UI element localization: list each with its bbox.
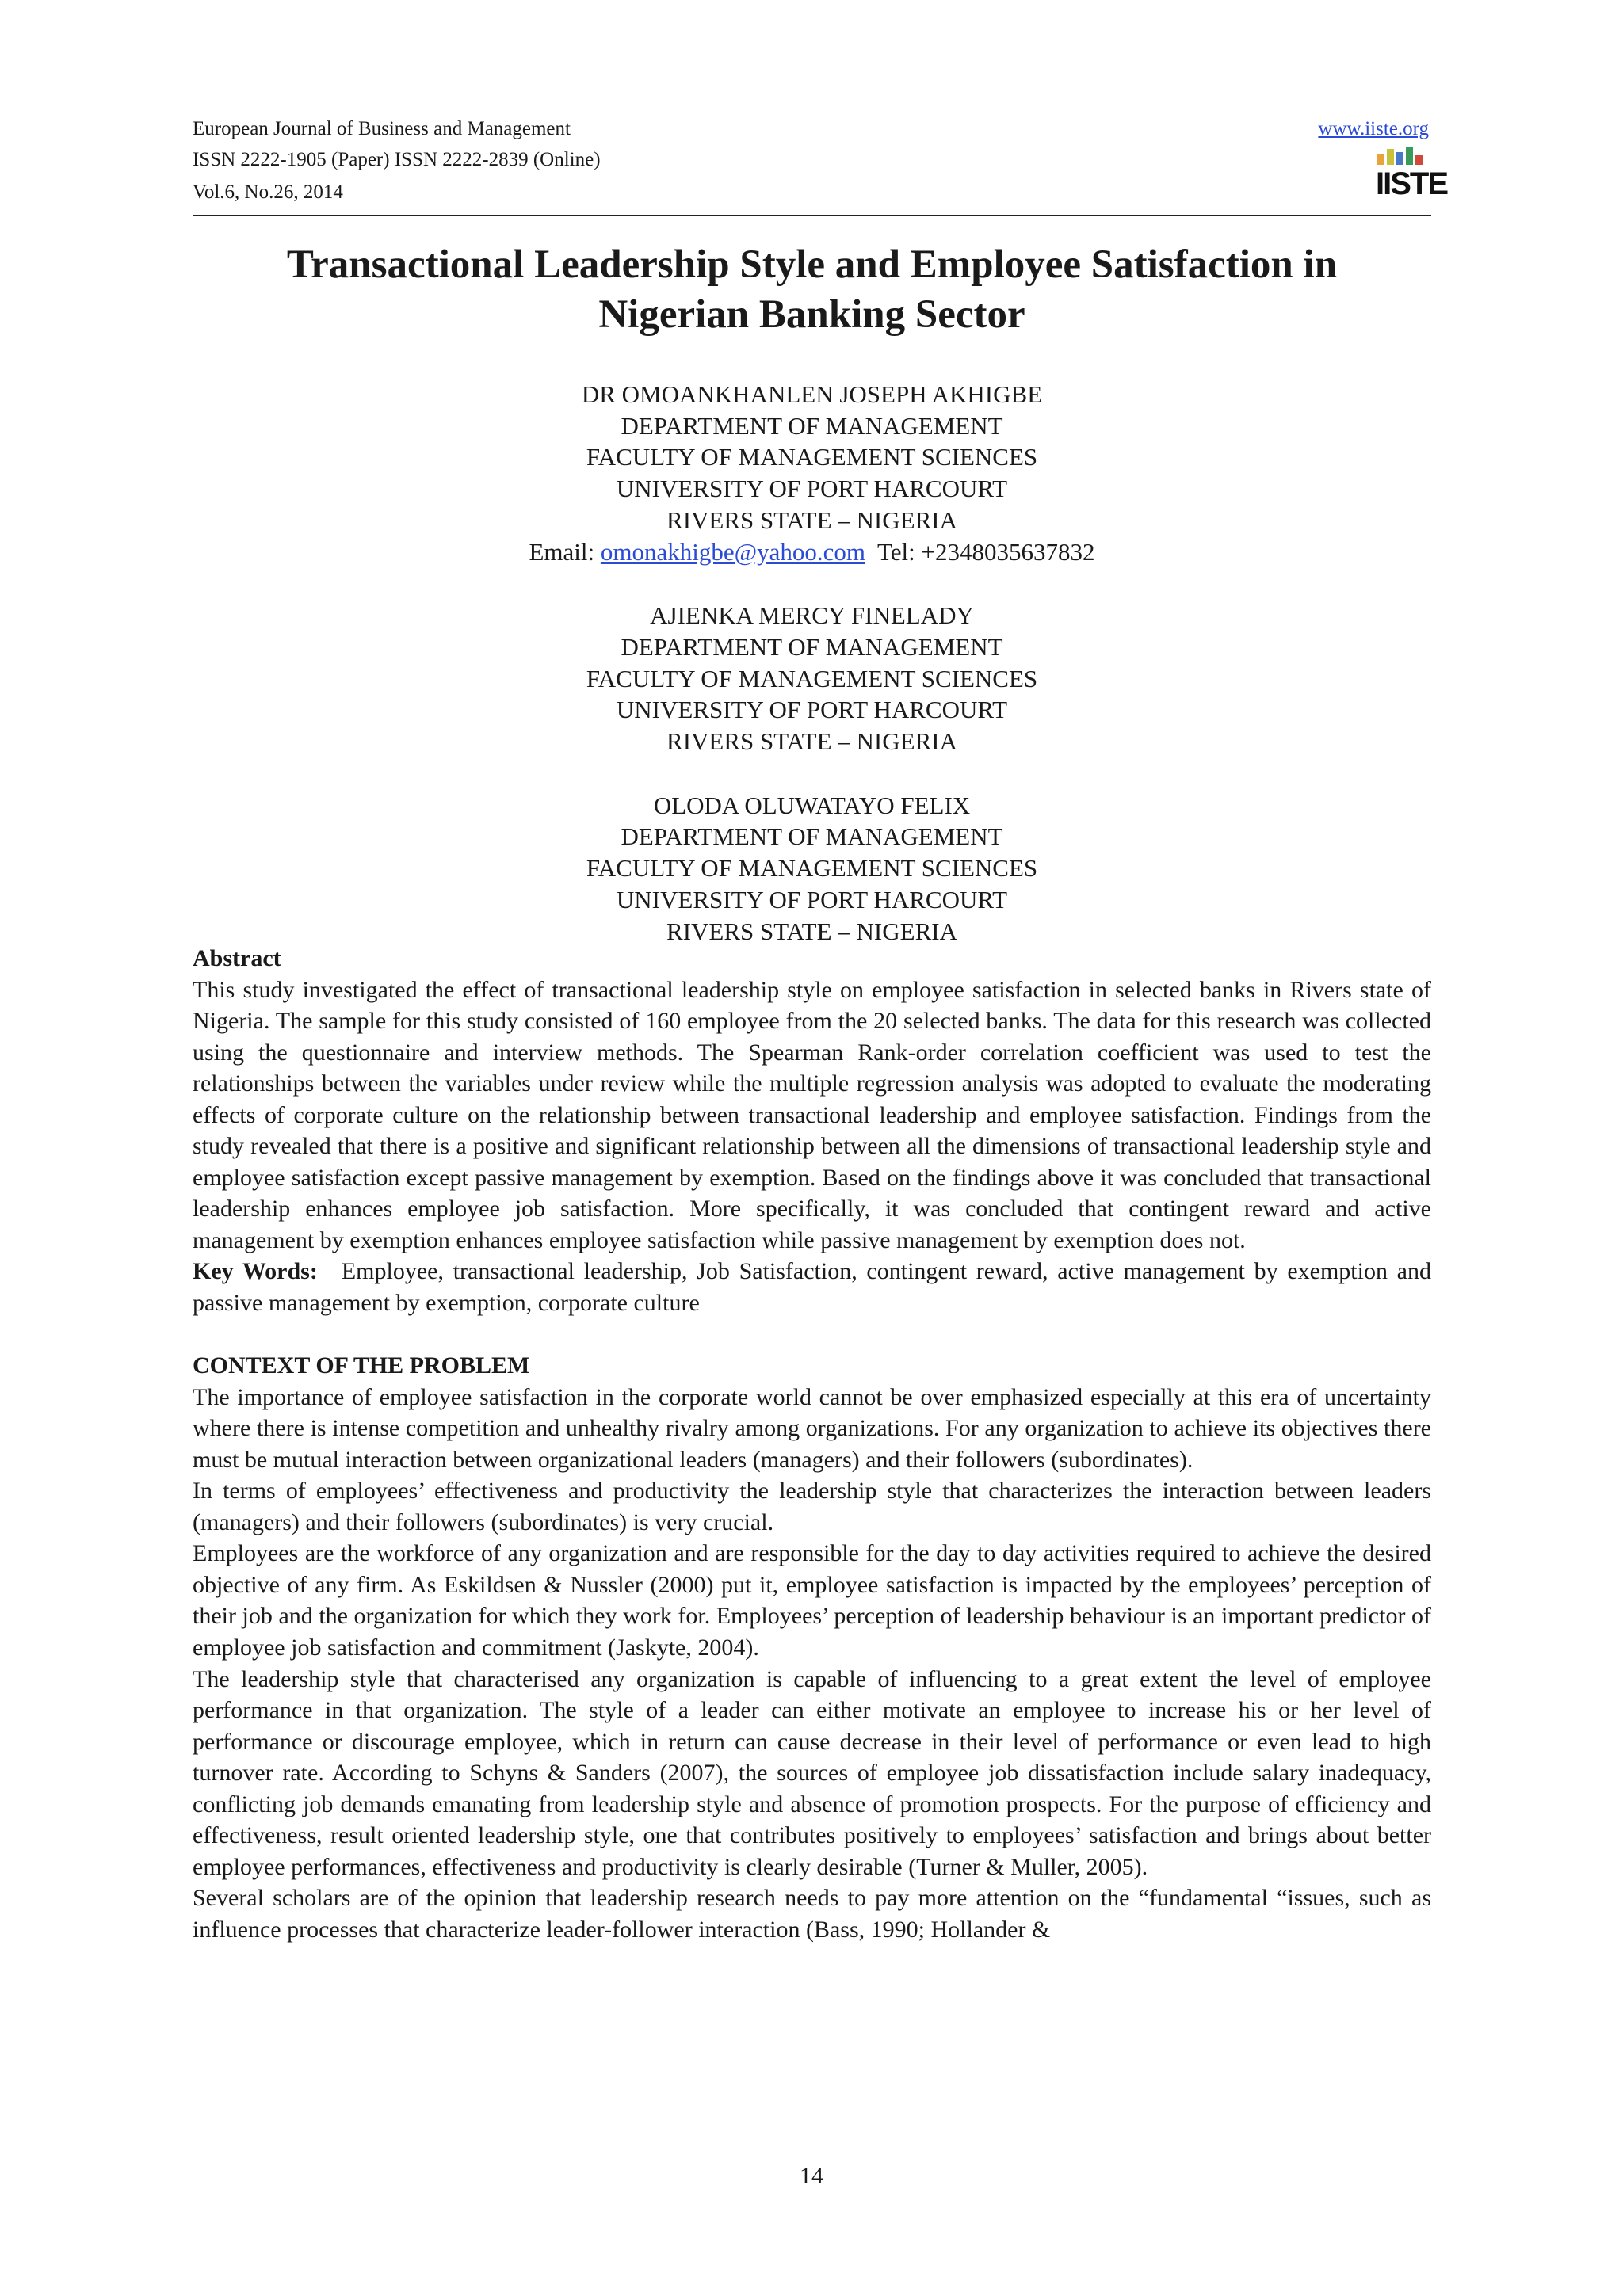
- paragraph: Employees are the workforce of any organization and are responsible for the day to day activities required to achieve the desired objective of any firm. As Eskildsen & Nussler (2000) put it, employee satisfaction is impacted by the employees’ perception of their job and the organization for which they work for. Employees’ perception of leadership behaviour is an important predictor of employee job satisfaction and commitment (Jaskyte, 2004).: [193, 1540, 1431, 1661]
- title-line-2: Nigerian Banking Sector: [598, 292, 1025, 337]
- author-location: RIVERS STATE – NIGERIA: [666, 917, 957, 945]
- paragraph: Several scholars are of the opinion that leadership research needs to pay more attention on the “fundamental “issues, such as influence processes that characterize leader-follower interaction (Bass, 1990; Hollander &: [193, 1885, 1431, 1943]
- iiste-logo: [1376, 147, 1448, 204]
- author-faculty: FACULTY OF MANAGEMENT SCIENCES: [586, 664, 1038, 692]
- keywords-label: Key Words:: [193, 1258, 318, 1285]
- author-department: DEPARTMENT OF MANAGEMENT: [621, 632, 1003, 661]
- keywords-text: Employee, transactional leadership, Job Satisfaction, contingent reward, active management by exemption and passive management by exemption, corporate culture: [193, 1258, 1431, 1317]
- logo-text: IISTE: [1376, 166, 1448, 201]
- author-name: DR OMOANKHANLEN JOSEPH AKHIGBE: [581, 380, 1043, 408]
- author-location: RIVERS STATE – NIGERIA: [666, 505, 957, 534]
- author-location: RIVERS STATE – NIGERIA: [666, 727, 957, 756]
- paragraph: The importance of employee satisfaction in the corporate world cannot be over emphasized especially at this era of uncertainty where there is intense competition and unhealthy rivalry among organizations. For any organization to achieve its objectives there must be mutual interaction between organizational leaders (managers) and their followers (subordinates).: [193, 1383, 1431, 1473]
- author-university: UNIVERSITY OF PORT HARCOURT: [616, 475, 1008, 503]
- paper-title: [193, 240, 1431, 340]
- section-heading: CONTEXT OF THE PROBLEM: [193, 1352, 530, 1379]
- volume-line: Vol.6, No.26, 2014: [193, 181, 343, 203]
- logo-bars: [1377, 147, 1428, 165]
- author-name: OLODA OLUWATAYO FELIX: [653, 791, 971, 819]
- page-number: 14: [800, 2163, 823, 2189]
- author-university: UNIVERSITY OF PORT HARCOURT: [616, 696, 1008, 724]
- email-link[interactable]: omonakhigbe@yahoo.com: [600, 537, 866, 566]
- paper-body: [193, 943, 1431, 1946]
- author-department: DEPARTMENT OF MANAGEMENT: [621, 822, 1003, 851]
- abstract-text: This study investigated the effect of transactional leadership style on employee satisfaction in selected banks in Rivers state of Nigeria. The sample for this study consisted of 160 employee from the 20 selected banks. The data for this research was collected using the questionnaire and interview methods. The Spearman Rank-order correlation coefficient was used to test the relationships between the variables under review while the multiple regression analysis was adopted to evaluate the moderating effects of corporate culture on the relationship between transactional leadership and employee satisfaction. Findings from the study revealed that there is a positive and significant relationship between all the dimensions of transactional leadership style and employee satisfaction except passive management by exemption. Based on the findings above it was concluded that transactional leadership enhances employee job satisfaction. More specifically, it was concluded that contingent reward and active management by exemption enhances employee satisfaction while passive management by exemption does not.: [193, 976, 1431, 1253]
- author-faculty: FACULTY OF MANAGEMENT SCIENCES: [586, 854, 1038, 883]
- paragraph: The leadership style that characterised any organization is capable of influencing to a great extent the level of employee performance in that organization. The style of a leader can either motivate an employee to increase his or her level of performance or discourage employee, which in return can cause decrease in their level of performance or even lead to high turnover rate. According to Schyns & Sanders (2007), the sources of employee job dissatisfaction include salary inadequacy, conflicting job demands emanating from leadership style and absence of promotion prospects. For the purpose of efficiency and effectiveness, result oriented leadership style, one that contributes positively to employees’ satisfaction and brings about better employee performances, effectiveness and productivity is clearly desirable (Turner & Muller, 2005).: [193, 1665, 1431, 1880]
- header-divider: [193, 215, 1431, 216]
- author-department: DEPARTMENT OF MANAGEMENT: [621, 411, 1003, 440]
- author-block-3: [193, 790, 1431, 948]
- author-block-1: [193, 379, 1431, 567]
- author-name: AJIENKA MERCY FINELADY: [650, 601, 974, 630]
- author-faculty: FACULTY OF MANAGEMENT SCIENCES: [586, 443, 1038, 471]
- author-contact: [193, 536, 1431, 568]
- email-label: Email:: [529, 537, 601, 566]
- telephone: Tel: +2348035637832: [877, 537, 1095, 566]
- title-line-1: Transactional Leadership Style and Employee Satisfaction in: [286, 242, 1338, 287]
- abstract-heading: Abstract: [193, 945, 281, 971]
- keywords: [193, 1256, 1431, 1318]
- journal-name: European Journal of Business and Management: [193, 118, 571, 139]
- author-university: UNIVERSITY OF PORT HARCOURT: [616, 885, 1008, 913]
- author-list: [193, 379, 1431, 979]
- website-link[interactable]: www.iiste.org: [1318, 118, 1429, 139]
- paragraph: In terms of employees’ effectiveness and productivity the leadership style that characterizes the interaction between leaders (managers) and their followers (subordinates) is very crucial.: [193, 1478, 1431, 1535]
- issn-line: ISSN 2222-1905 (Paper) ISSN 2222-2839 (Online): [193, 149, 601, 170]
- author-block-2: [193, 600, 1431, 757]
